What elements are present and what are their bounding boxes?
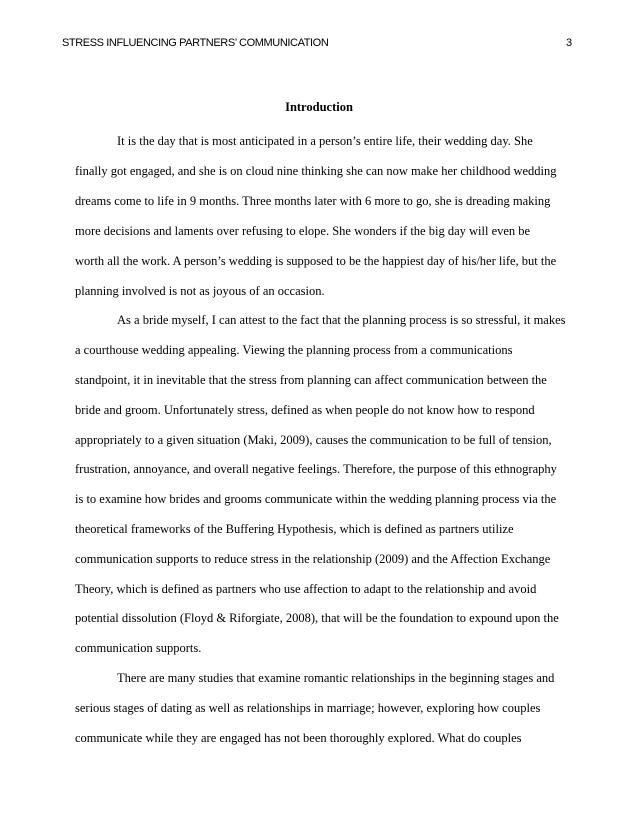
body-line: standpoint, it in inevitable that the stress from planning can affect communication between the — [75, 373, 547, 387]
body-line: Theory, which is defined as partners who use affection to adapt to the relationship and avoid — [75, 582, 537, 596]
body-line: more decisions and laments over refusing to elope. She wonders if the big day will even be — [75, 224, 531, 238]
body-line: serious stages of dating as well as relationships in marriage; however, exploring how couples — [75, 701, 541, 715]
body-line: communication supports to reduce stress in the relationship (2009) and the Affection Exchange — [75, 552, 551, 566]
section-title: Introduction — [285, 100, 353, 114]
body-line: As a bride myself, I can attest to the fact that the planning process is so stressful, it makes — [117, 313, 566, 327]
body-line: theoretical frameworks of the Buffering Hypothesis, which is defined as partners utilize — [75, 522, 514, 536]
body-line: worth all the work. A person’s wedding is supposed to be the happiest day of his/her life, but the — [75, 254, 557, 268]
body-line: There are many studies that examine romantic relationships in the beginning stages and — [117, 671, 555, 685]
body-line: communicate while they are engaged has not been thoroughly explored. What do couples — [75, 731, 522, 745]
body-line: It is the day that is most anticipated in a person’s entire life, their wedding day. She — [117, 134, 533, 148]
body-line: frustration, annoyance, and overall negative feelings. Therefore, the purpose of this ethnography — [75, 462, 557, 476]
body-line: is to examine how brides and grooms communicate within the wedding planning process via the — [75, 492, 557, 506]
body-line: a courthouse wedding appealing. Viewing the planning process from a communications — [75, 343, 513, 357]
body-line: communication supports. — [75, 641, 202, 655]
page-number: 3 — [566, 37, 573, 49]
body-line: potential dissolution (Floyd & Riforgiate, 2008), that will be the foundation to expound upon the — [75, 611, 559, 625]
body-line: bride and groom. Unfortunately stress, defined as when people do not know how to respond — [75, 403, 535, 417]
body-line: dreams come to life in 9 months. Three months later with 6 more to go, she is dreading making — [75, 194, 551, 208]
body-line: planning involved is not as joyous of an occasion. — [75, 284, 325, 298]
running-head: STRESS INFLUENCING PARTNERS’ COMMUNICATION — [62, 37, 329, 49]
body-line: appropriately to a given situation (Maki, 2009), causes the communication to be full of tension, — [75, 433, 552, 447]
body-line: finally got engaged, and she is on cloud nine thinking she can now make her childhood wedding — [75, 164, 557, 178]
